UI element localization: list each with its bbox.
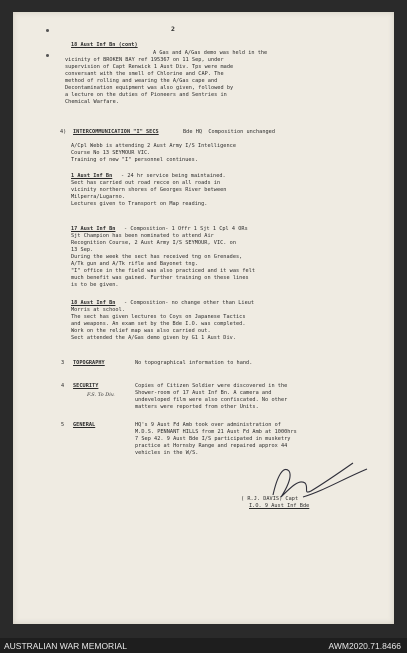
section-heading-18-bn-cont: 18 Aust Inf Bn (cont) (71, 42, 138, 48)
archive-footer (0, 638, 407, 653)
body-line: undeveloped film were also confiscated. No other (135, 397, 288, 403)
body-line: Shower-room of 17 Aust Inf Bn. A camera and (135, 390, 272, 396)
body-line: supervision of Capt Renwick 1 Aust Div. Tps were made (65, 64, 234, 70)
body-line: - Composition- 1 Offr 1 Sjt 1 Cpl 4 ORs (124, 226, 248, 232)
body-line: No topographical information to hand. (135, 360, 253, 366)
body-line: Training of new "I" personnel continues. (71, 157, 198, 163)
footer-institution: AUSTRALIAN WAR MEMORIAL (4, 641, 127, 651)
unit-heading-18-bn: 18 Aust Inf Bn (71, 300, 116, 306)
handwritten-annotation: F.S. To Div. (87, 392, 115, 398)
body-line: is to be given. (71, 282, 119, 288)
body-line: matters were reported from other Units. (135, 404, 259, 410)
body-line: Decontamination equipment was also given, followed by (65, 85, 234, 91)
section-number: 3 (61, 360, 65, 366)
body-line: practice at Hornsby Range and repaired approx 44 (135, 443, 288, 449)
body-line: Chemical Warfare. (65, 99, 119, 105)
body-line: and weapons. An exam set by the Bde I.O. was completed. (71, 321, 246, 327)
punch-hole (46, 54, 49, 57)
body-line: - Composition- no change other than Lieut (124, 300, 255, 306)
body-line: A/Cpl Webb is attending 2 Aust Army I/S Intelligence (71, 143, 237, 149)
body-line: - 24 hr service being maintained. (121, 173, 226, 179)
body-line: method of rolling and wearing the A/Gas cape and (65, 78, 218, 84)
body-line: conversant with the smell of Chlorine and CAP. The (65, 71, 224, 77)
document-page (13, 12, 394, 624)
body-line: vehicles in the W/S. (135, 450, 199, 456)
unit-heading-1-bn: 1 Aust Inf Bn (71, 173, 113, 179)
body-line: Sect attended the A/Gas demo given by G1 1 Aust Div. (71, 335, 237, 341)
page-number: 2 (171, 25, 175, 33)
body-line: M.D.S. PENNANT HILLS from 21 Aust Fd Amb at 1000hrs (135, 429, 297, 435)
section-heading-security: SECURITY (73, 383, 99, 389)
body-line: a lecture on the duties of Pioneers and Sentries in (65, 92, 227, 98)
body-line: The sect has given lectures to Coys on Japanese Tactics (71, 314, 246, 320)
section-number: 4) (60, 129, 67, 135)
signature-title: I.O. 9 Aust Inf Bde (249, 503, 310, 509)
body-line: Lectures given to Transport on Map reading. (71, 201, 208, 207)
body-line: HQ's 9 Aust Fd Amb took over administration of (135, 422, 281, 428)
section-heading-tail: Bde HQ Composition unchanged (183, 129, 276, 135)
body-line: Copies of Citizen Soldier were discovered in the (135, 383, 288, 389)
signature-name: ( R.J. DAVIS) Capt (241, 496, 299, 502)
body-line: Sjt Champion has been nominated to attend Air (71, 233, 214, 239)
body-line: vicinity northern shores of Georges River between (71, 187, 227, 193)
section-heading-general: GENERAL (73, 422, 96, 428)
section-number: 4 (61, 383, 65, 389)
body-line: "I" office in the field was also practiced and it was felt (71, 268, 256, 274)
body-line: 7 Sep 42. 9 Aust Bde I/S participated in musketry (135, 436, 291, 442)
section-heading-topography: TOPOGRAPHY (73, 360, 105, 366)
body-line: Morris at school. (71, 307, 125, 313)
body-line: Sect has carried out road recce on all roads in (71, 180, 221, 186)
section-heading-intercommunication: INTERCOMMUNICATION "I" SECS (73, 129, 159, 135)
body-line: A Gas and A/Gas demo was held in the (153, 50, 268, 56)
body-line: During the week the sect has received tng on Grenades, (71, 254, 243, 260)
unit-heading-17-bn: 17 Aust Inf Bn (71, 226, 116, 232)
body-line: Course No 13 SEYMOUR VIC. (71, 150, 151, 156)
punch-hole (46, 29, 49, 32)
section-number: 5 (61, 422, 65, 428)
body-line: vicinity of BROKEN BAY ref 195367 on 11 Sep, under (65, 57, 224, 63)
body-line: A/Tk gun and A/Tk rifle and Bayonet tng. (71, 261, 198, 267)
body-line: Recognition Course, 2 Aust Army I/S SEYMOUR, VIC. on (71, 240, 237, 246)
body-line: much benefit was gained. Further training on these lines (71, 275, 249, 281)
footer-catalogue-number: AWM2020.71.8466 (328, 641, 401, 651)
body-line: Work on the relief map was also carried out. (71, 328, 211, 334)
body-line: Milperra/Lugarno. (71, 194, 125, 200)
body-line: 13 Sep. (71, 247, 94, 253)
